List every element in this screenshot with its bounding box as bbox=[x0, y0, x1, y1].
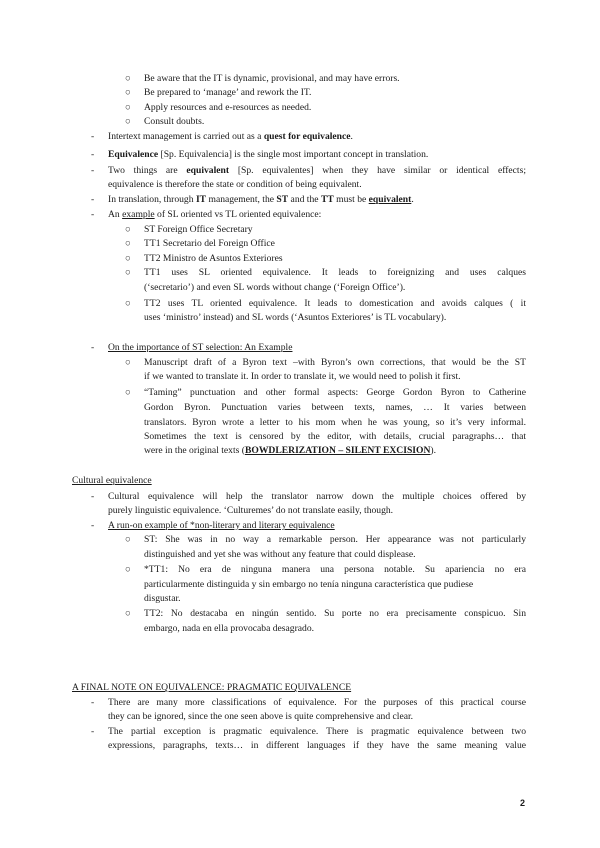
taming-line3: translators. Byron wrote a letter to his mom when he was young, so it’s very informal. bbox=[144, 417, 526, 428]
equivalence-paragraph: Equivalence [Sp. Equivalencia] is the single most important concept in translation. bbox=[108, 149, 429, 160]
dash-bullet: - bbox=[91, 209, 95, 220]
dash-bullet: - bbox=[91, 165, 95, 176]
taming-line2: Gordon Byron. Punctuation varies between texts, names, … It varies between bbox=[144, 402, 526, 413]
circle-bullet: ○ bbox=[125, 298, 131, 309]
intro-item: Be aware that the IT is dynamic, provisional, and may have errors. bbox=[144, 73, 400, 84]
bowdlerization-term: BOWDLERIZATION – SILENT EXCISION bbox=[244, 445, 431, 456]
cultural-heading: Cultural equivalence bbox=[72, 475, 152, 486]
manuscript-line1: Manuscript draft of a Byron text –with Byron’s own corrections, that would be the ST bbox=[144, 357, 526, 368]
circle-bullet: ○ bbox=[125, 608, 131, 619]
runon-st-line1: ST: She was in no way a remarkable person. Her appearance was not particularly bbox=[144, 534, 526, 545]
dash-bullet: - bbox=[91, 491, 95, 502]
circle-bullet: ○ bbox=[125, 238, 131, 249]
example-tt2-explanation-line2: uses ‘ministro’ instead) and SL words (‘Asuntos Exteriores’ is TL vocabulary). bbox=[144, 312, 447, 323]
circle-bullet: ○ bbox=[125, 253, 131, 264]
final-paragraph1-line2: they can be ignored, since the one seen above is quite comprehensive and clear. bbox=[108, 711, 414, 722]
taming-line1: “Taming” punctuation and other formal aspects: George Gordon Byron to Catherine bbox=[144, 387, 526, 398]
dash-bullet: - bbox=[91, 149, 95, 160]
final-note-heading: A FINAL NOTE ON EQUIVALENCE: PRAGMATIC EQUIVALENCE bbox=[72, 682, 352, 693]
dash-bullet: - bbox=[91, 342, 95, 353]
runon-tt2-line1: TT2: No destacaba en ningún sentido. Su porte no era precisamente conspicuo. Sin bbox=[144, 608, 526, 619]
final-paragraph1-line1: There are many more classifications of equivalence. For the purposes of this practical course bbox=[108, 697, 526, 708]
example-tt1-explanation-line1: TT1 uses SL oriented equivalence. It leads to foreignizing and uses calques bbox=[144, 267, 526, 278]
runon-heading: A run-on example of *non-literary and literary equivalence bbox=[108, 520, 335, 531]
circle-bullet: ○ bbox=[125, 357, 131, 368]
example-tt1-explanation-line2: (‘secretario’) and even SL words without change (‘Foreign Office’). bbox=[144, 282, 406, 293]
dash-bullet: - bbox=[91, 520, 95, 531]
circle-bullet: ○ bbox=[125, 73, 131, 84]
example-tt2: TT2 Ministro de Asuntos Exteriores bbox=[144, 253, 283, 264]
final-paragraph2-line2: expressions, paragraphs, texts… in different languages if they have the same meaning value bbox=[108, 740, 526, 751]
intro-item: Consult doubts. bbox=[144, 116, 205, 127]
manuscript-line2: if we wanted to translate it. In order to translate it, we would need to polish it first. bbox=[144, 371, 461, 382]
intro-item: Apply resources and e-resources as needed. bbox=[144, 102, 312, 113]
circle-bullet: ○ bbox=[125, 387, 131, 398]
importance-heading: On the importance of ST selection: An Example bbox=[108, 342, 293, 353]
runon-tt2-line2: embargo, nada en ella provocaba desagrado. bbox=[144, 623, 315, 634]
intertext-paragraph: Intertext management is carried out as a quest for equivalence. bbox=[108, 131, 353, 142]
through-it-paragraph: In translation, through IT management, the ST and the TT must be equivalent. bbox=[108, 194, 414, 205]
dash-bullet: - bbox=[91, 194, 95, 205]
equivalent-definition-line1: Two things are equivalent [Sp. equivalentes] when they have similar or identical effects; bbox=[108, 165, 526, 176]
intro-item: Be prepared to ‘manage’ and rework the IT. bbox=[144, 87, 312, 98]
runon-tt1-line3: disgustar. bbox=[144, 593, 181, 604]
example-tt1: TT1 Secretario del Foreign Office bbox=[144, 238, 275, 249]
equivalent-definition-line2: equivalence is therefore the state or condition of being equivalent. bbox=[108, 179, 362, 190]
circle-bullet: ○ bbox=[125, 267, 131, 278]
taming-line4: Sometimes the text is censored by the editor, with details, crucial paragraphs… that bbox=[144, 431, 526, 442]
runon-st-line2: distinguished and yet she was without any feature that could displease. bbox=[144, 549, 416, 560]
taming-line5: were in the original texts (BOWDLERIZATION – SILENT EXCISION). bbox=[144, 445, 437, 456]
example-intro: An example of SL oriented vs TL oriented equivalence: bbox=[108, 209, 322, 220]
circle-bullet: ○ bbox=[125, 116, 131, 127]
cultural-paragraph-line1: Cultural equivalence will help the translator narrow down the multiple choices offered by bbox=[108, 491, 526, 502]
final-paragraph2-line1: The partial exception is pragmatic equivalence. There is pragmatic equivalence between two bbox=[108, 726, 526, 737]
example-tt2-explanation-line1: TT2 uses TL oriented equivalence. It leads to domestication and avoids calques ( it bbox=[144, 298, 526, 309]
dash-bullet: - bbox=[91, 697, 95, 708]
circle-bullet: ○ bbox=[125, 534, 131, 545]
runon-tt1-line1: *TT1: No era de ninguna manera una persona notable. Su apariencia no era bbox=[144, 564, 526, 575]
dash-bullet: - bbox=[91, 726, 95, 737]
page-number: 2 bbox=[520, 798, 526, 808]
runon-tt1-line2: particularmente distinguida y sin embargo no tenía ninguna característica que pudiese bbox=[144, 579, 474, 590]
circle-bullet: ○ bbox=[125, 87, 131, 98]
circle-bullet: ○ bbox=[125, 564, 131, 575]
circle-bullet: ○ bbox=[125, 224, 131, 235]
dash-bullet: - bbox=[91, 131, 95, 142]
cultural-paragraph-line2: purely linguistic equivalence. ‘Culturemes’ do not translate easily, though. bbox=[108, 505, 394, 516]
example-st: ST Foreign Office Secretary bbox=[144, 224, 253, 235]
circle-bullet: ○ bbox=[125, 102, 131, 113]
